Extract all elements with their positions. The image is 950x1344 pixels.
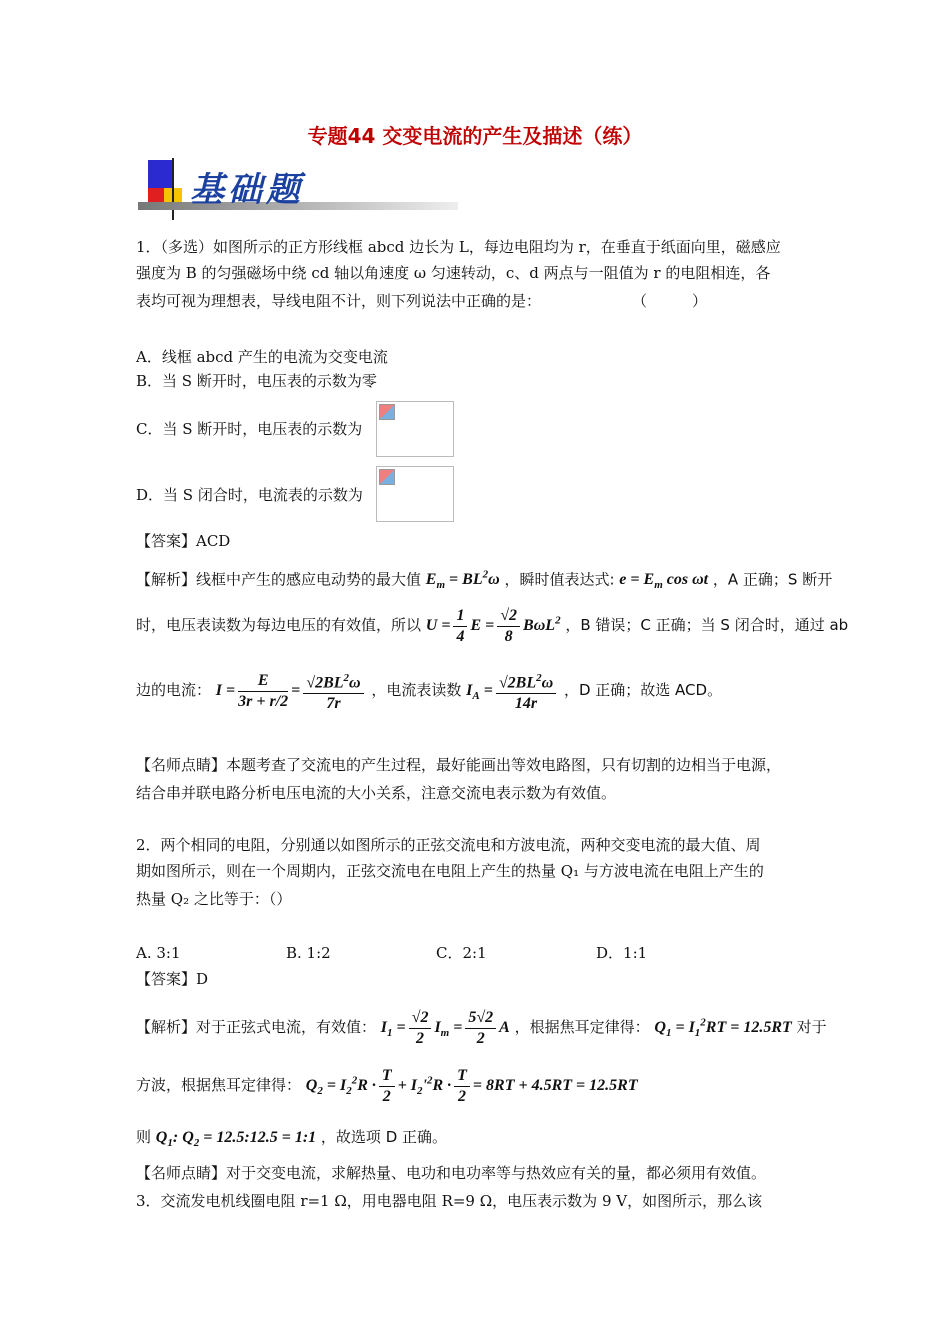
q2-option-b: B. 1:2 — [286, 944, 331, 962]
q1-option-a: A．线框 abcd 产生的电流为交变电流 — [136, 348, 388, 366]
q2-explanation-line2 — [136, 1066, 638, 1107]
q1-exp3-c: ，D 正确；故选 ACD。 — [563, 680, 723, 699]
q2-option-c: C．2:1 — [436, 944, 487, 962]
q1-explanation-line3 — [136, 668, 722, 714]
q1-line3: 表均可视为理想表，导线电阻不计，则下列说法中正确的是： — [136, 292, 542, 310]
q1-explanation-line2 — [136, 606, 848, 647]
q1-exp1-a: 【解析】线框中产生的感应电动势的最大值 — [136, 570, 422, 589]
q1-exp2-b: ，B 错误；C 正确；当 S 闭合时，通过 ab — [565, 616, 849, 635]
banner-vertical-line — [172, 158, 174, 220]
q1-option-c: C．当 S 断开时，电压表的示数为 — [136, 420, 363, 438]
q2-formula-q2: $Q_2 = I_2^2R$ · $\frac{T}{2}$ + $I_2'^2R$ · $\frac{T}{2}$ = 8RT + 4.5RT = 12.5RT — [305, 1067, 638, 1105]
q1-line1: 1．（多选）如图所示的正方形线框 abcd 边长为 L，每边电阻均为 r，在垂直于纸面向里，磁感应 — [136, 238, 781, 256]
q2-formula-ratio: $Q_1$: $Q_2$ = 12.5:12.5 = 1:1 — [155, 1129, 317, 1150]
page-title: 专题44 交变电流的产生及描述（练） — [307, 124, 643, 148]
q1-tip-line2: 结合串并联电路分析电压电流的大小关系，注意交流电表示数为有效值。 — [136, 784, 617, 802]
q1-option-d-formula-image — [376, 466, 454, 522]
q2-exp1-a: 【解析】对于正弦式电流，有效值： — [136, 1018, 377, 1037]
q2-option-a: A. 3:1 — [136, 944, 181, 962]
q1-formula-em: $E_m = BL^2\omega$ — [425, 569, 500, 592]
q2-line2: 期如图所示，则在一个周期内，正弦交流电在电阻上产生的热量 Q₁ 与方波电流在电阻上产生的 — [136, 862, 764, 880]
q1-explanation-line1 — [136, 562, 832, 599]
q2-explanation-line3 — [136, 1124, 447, 1156]
q1-option-b: B．当 S 断开时，电压表的示数为零 — [136, 372, 377, 390]
q1-formula-e: $e = E_m$ cos ωt — [619, 571, 709, 592]
q1-formula-i: I = $\frac{E}{3r + r/2}$ = $\frac{√2BL^2\omega}{7r}$ — [216, 682, 367, 699]
q2-tip: 【名师点睛】对于交变电流，求解热量、电功和电功率等与热效应有关的量，都必须用有效值。 — [136, 1164, 767, 1182]
q2-exp1-b: ，根据焦耳定律得： — [514, 1018, 650, 1037]
q2-formula-q1: $Q_1 = I_1^2RT = 12.5RT$ — [654, 1016, 792, 1040]
section-banner — [138, 158, 458, 220]
q2-option-d: D．1:1 — [596, 944, 648, 962]
q2-exp2-a: 方波，根据焦耳定律得： — [136, 1076, 302, 1095]
q1-tip-line1: 【名师点睛】本题考查了交流电的产生过程，最好能画出等效电路图，只有切割的边相当于电源， — [136, 756, 782, 774]
q1-formula-ia: $I_A$ = $\frac{√2BL^2\omega}{14r}$ — [466, 682, 559, 699]
q1-formula-u: U = $\frac{1}{4}$ E = $\frac{√2}{8}$ BωL$^2$ — [425, 607, 561, 645]
banner-label: 基础题 — [190, 170, 304, 210]
q2-explanation-line1 — [136, 1008, 827, 1049]
q2-exp1-c: 对于 — [796, 1018, 827, 1037]
q1-exp2-a: 时，电压表读数为每边电压的有效值，所以 — [136, 616, 422, 635]
q1-option-c-formula-image — [376, 401, 454, 457]
q1-exp1-c: ，A 正确；S 断开 — [712, 570, 833, 589]
q2-exp3-b: ，故选项 D 正确。 — [320, 1128, 448, 1146]
broken-image-icon — [379, 469, 395, 485]
q1-exp1-b: ，瞬时值表达式: — [504, 570, 615, 589]
q2-answer: 【答案】D — [136, 970, 209, 988]
q2-line1: 2．两个相同的电阻，分别通以如图所示的正弦交流电和方波电流，两种交变电流的最大值、周 — [136, 836, 761, 854]
q1-exp3-a: 边的电流： — [136, 680, 212, 699]
q1-exp3-b: ，电流表读数 — [371, 680, 462, 699]
banner-blue-square — [148, 160, 174, 188]
q1-line2: 强度为 B 的匀强磁场中绕 cd 轴以角速度 ω 匀速转动，c、d 两点与一阻值为 r 的电阻相连，各 — [136, 264, 771, 282]
q1-answer-paren: （ ） — [632, 292, 708, 310]
q2-line3: 热量 Q₂ 之比等于：（） — [136, 890, 292, 908]
q1-answer: 【答案】ACD — [136, 532, 231, 550]
q3-line1: 3．交流发电机线圈电阻 r=1 Ω，用电器电阻 R=9 Ω，电压表示数为 9 V，如图所示，那么该 — [136, 1192, 763, 1210]
q2-exp3-a: 则 — [136, 1128, 152, 1146]
q1-option-d: D．当 S 闭合时，电流表的示数为 — [136, 486, 363, 504]
q2-formula-i1: $I_1$ = $\frac{√2}{2}$ $I_m$ = $\frac{5√2}{2}$ A — [380, 1009, 510, 1047]
broken-image-icon — [379, 404, 395, 420]
